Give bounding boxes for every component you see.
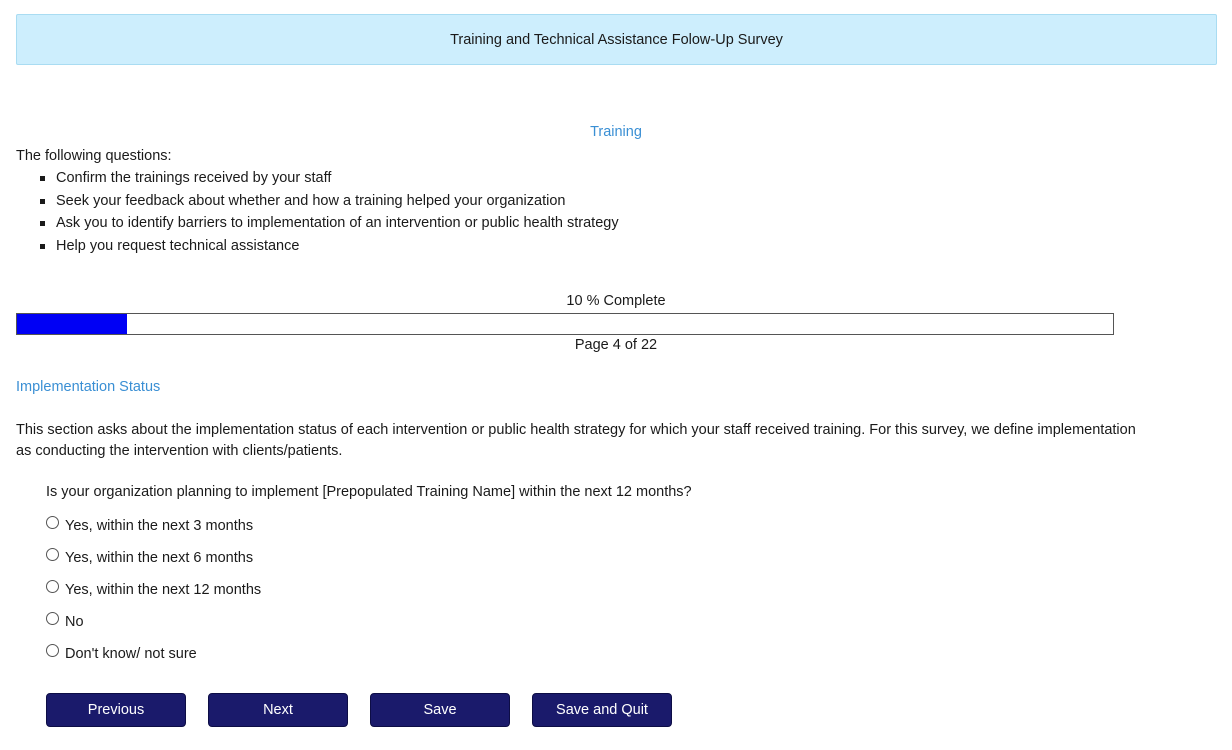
implementation-heading: Implementation Status — [16, 379, 161, 395]
intro-bullet: Ask you to identify barriers to implementation of an intervention or public health strategy — [56, 212, 619, 235]
option-3-months[interactable] — [46, 509, 261, 542]
question-text: Is your organization planning to implement [Prepopulated Training Name] within the next 12 months? — [46, 484, 692, 500]
option-label: No — [65, 613, 84, 630]
page-indicator: Page 4 of 22 — [574, 337, 658, 353]
option-12-months[interactable] — [46, 573, 261, 606]
survey-title: Training and Technical Assistance Folow-Up Survey — [450, 31, 783, 48]
option-label: Yes, within the next 3 months — [65, 517, 254, 534]
progress-bar-fill — [17, 314, 127, 334]
option-dont-know[interactable] — [46, 637, 261, 670]
next-button[interactable]: Next — [208, 693, 348, 727]
intro-bullet-list — [16, 167, 619, 257]
intro-bullet: Confirm the trainings received by your staff — [56, 167, 619, 190]
save-and-quit-button[interactable]: Save and Quit — [532, 693, 672, 727]
radio-button[interactable] — [46, 516, 59, 529]
option-6-months[interactable] — [46, 541, 261, 574]
option-label: Yes, within the next 6 months — [65, 549, 254, 566]
answer-options — [46, 510, 261, 670]
intro-block — [16, 145, 619, 257]
radio-button[interactable] — [46, 612, 59, 625]
intro-bullet: Help you request technical assistance — [56, 235, 619, 258]
section-title: Training — [590, 124, 642, 140]
option-label: Don't know/ not sure — [65, 645, 197, 662]
previous-button[interactable]: Previous — [46, 693, 186, 727]
radio-button[interactable] — [46, 580, 59, 593]
radio-button[interactable] — [46, 548, 59, 561]
intro-bullet: Seek your feedback about whether and how a training helped your organization — [56, 190, 619, 213]
survey-title-banner — [16, 14, 1217, 65]
intro-lead: The following questions: — [16, 148, 172, 164]
progress-label: 10 % Complete — [566, 293, 666, 309]
progress-bar — [16, 313, 1114, 335]
save-button[interactable]: Save — [370, 693, 510, 727]
radio-button[interactable] — [46, 644, 59, 657]
option-no[interactable] — [46, 605, 261, 638]
implementation-description: This section asks about the implementation status of each intervention or public health strategy for which your staff received training. For this survey, we define implementation as conducting the intervention with clients/patients. — [16, 422, 1136, 459]
nav-buttons — [46, 693, 694, 727]
option-label: Yes, within the next 12 months — [65, 581, 262, 598]
